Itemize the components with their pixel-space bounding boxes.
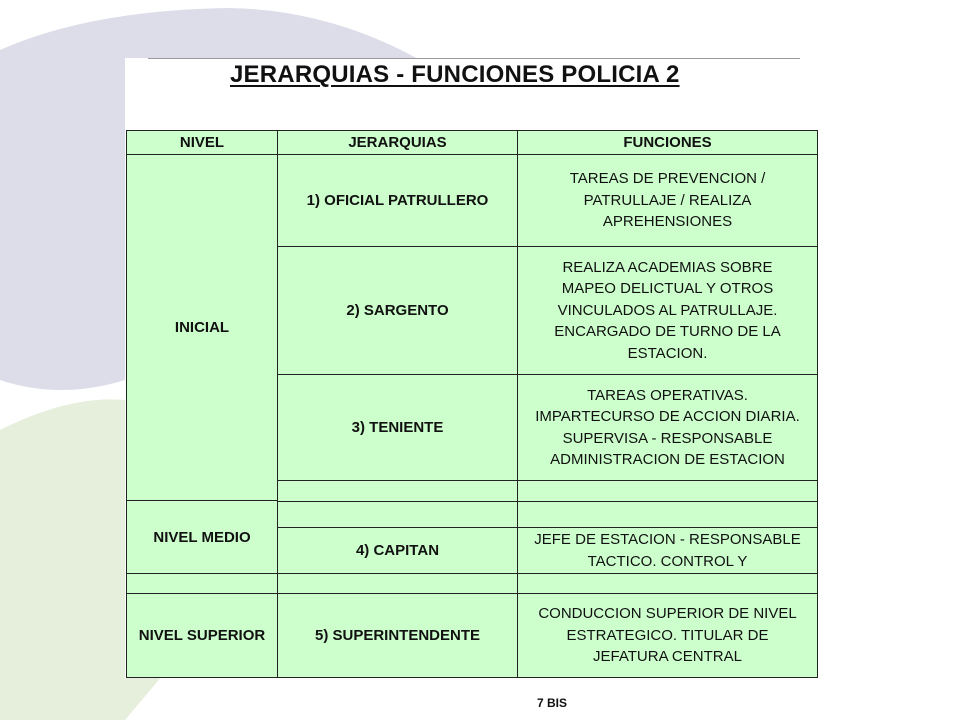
- empty-row-jerarquia-3: [277, 573, 518, 594]
- footer-label: 7 BIS: [536, 696, 567, 710]
- funcion-capitan: JEFE DE ESTACION - RESPONSABLE TACTICO. CONTROL Y: [517, 527, 818, 574]
- jerarquia-capitan: 4) CAPITAN: [277, 527, 518, 574]
- empty-row-jerarquia-1: [277, 480, 518, 502]
- funcion-teniente: TAREAS OPERATIVAS. IMPARTECURSO DE ACCION DIARIA. SUPERVISA - RESPONSABLE ADMINISTRACION DE ESTACION: [517, 374, 818, 481]
- funcion-oficial-patrullero: TAREAS DE PREVENCION / PATRULLAJE / REALIZA APREHENSIONES: [517, 154, 818, 247]
- empty-row-funcion-2: [517, 501, 818, 528]
- title-top-rule: [148, 58, 800, 59]
- nivel-superior-spacer: [126, 573, 278, 594]
- nivel-superior: NIVEL SUPERIOR: [126, 593, 278, 678]
- nivel-inicial: INICIAL: [126, 154, 278, 501]
- jerarquia-superintendente: 5) SUPERINTENDENTE: [277, 593, 518, 678]
- header-funciones: FUNCIONES: [517, 130, 818, 155]
- funcion-sargento: REALIZA ACADEMIAS SOBRE MAPEO DELICTUAL Y OTROS VINCULADOS AL PATRULLAJE. ENCARGADO DE TURNO DE LA ESTACION.: [517, 246, 818, 375]
- header-jerarquias: JERARQUIAS: [277, 130, 518, 155]
- slide-footer: [0, 696, 960, 710]
- nivel-medio: NIVEL MEDIO: [126, 500, 278, 574]
- empty-row-jerarquia-2: [277, 501, 518, 528]
- jerarquia-teniente: 3) TENIENTE: [277, 374, 518, 481]
- empty-row-funcion-1: [517, 480, 818, 502]
- page-title: JERARQUIAS - FUNCIONES POLICIA 2: [230, 61, 680, 88]
- header-nivel: NIVEL: [126, 130, 278, 155]
- empty-row-funcion-3: [517, 573, 818, 594]
- jerarquia-sargento: 2) SARGENTO: [277, 246, 518, 375]
- funcion-superintendente: CONDUCCION SUPERIOR DE NIVEL ESTRATEGICO. TITULAR DE JEFATURA CENTRAL: [517, 593, 818, 678]
- jerarquia-oficial-patrullero: 1) OFICIAL PATRULLERO: [277, 154, 518, 247]
